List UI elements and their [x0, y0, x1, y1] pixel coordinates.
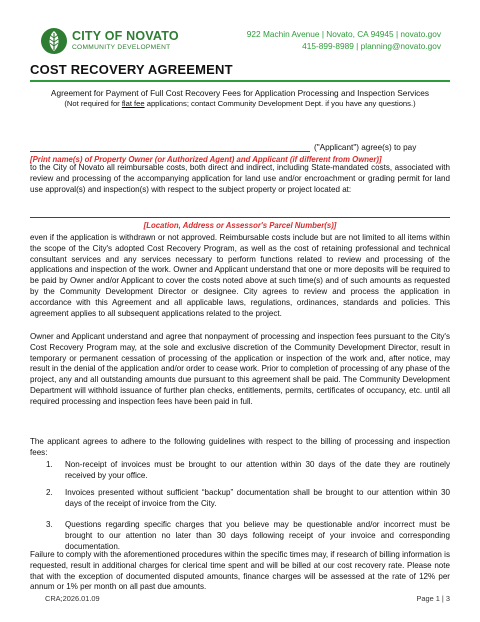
- intro-paragraph: to the City of Novato all reimbursable costs, both direct and indirect, including State-mandated costs, associated with review and processing of the accompanying application for land use and/or encroachment or grading permit for land use approval(s) and inspection(s) with respect to the subject property or project located at:: [30, 163, 450, 194]
- list-item-number: 2.: [46, 488, 53, 497]
- city-logo: [40, 27, 179, 55]
- list-item: [46, 488, 450, 510]
- list-item-number: 1.: [46, 460, 53, 469]
- note-flat-fee: flat fee: [121, 99, 145, 108]
- logo-subtitle: COMMUNITY DEVELOPMENT: [72, 43, 171, 51]
- owner-name-label: [Print name(s) of Property Owner (or Authorized Agent) and Applicant (if different from Owner)]: [30, 155, 382, 164]
- note-prefix: (Not required for: [64, 99, 122, 108]
- billing-guidelines-intro: The applicant agrees to adhere to the following guidelines with respect to the billing of processing and inspection fees:: [30, 437, 450, 457]
- list-item: [46, 460, 450, 482]
- page-number: Page 1 | 3: [416, 594, 450, 603]
- logo-title: CITY OF NOVATO: [72, 29, 179, 44]
- phone-email-line: 415-899-8989 | planning@novato.gov: [302, 40, 441, 51]
- owner-name-line[interactable]: [30, 151, 310, 152]
- list-item-text: Questions regarding specific charges that you believe may be questionable and/or incorrect must be brought to our attention no later than 30 days following receipt of your invoice and corresponding documentation.: [65, 520, 450, 551]
- note-suffix: applications; contact Community Development Dept. if you have any questions.): [144, 99, 416, 108]
- contact-block: [247, 29, 441, 52]
- applicant-agrees-text: ("Applicant") agree(s) to pay: [314, 143, 417, 152]
- form-code: CRA;2026.01.09: [45, 594, 100, 603]
- page-title: COST RECOVERY AGREEMENT: [30, 62, 233, 77]
- list-item-number: 3.: [46, 520, 53, 529]
- location-label: [Location, Address or Assessor's Parcel Number(s)]: [143, 221, 337, 230]
- list-item-text: Non-receipt of invoices must be brought to our attention within 30 days of the date they are routinely received by your office.: [65, 460, 450, 480]
- address-line: 922 Machin Avenue | Novato, CA 94945 | novato.gov: [246, 29, 441, 39]
- agreement-subtitle: Agreement for Payment of Full Cost Recovery Fees for Application Processing and Inspection Services: [50, 88, 430, 98]
- failure-to-comply-paragraph: Failure to comply with the aforementioned procedures within the specific times may, if research of billing information is requested, result in additional charges for clerical time spent and will be billed at our cost recovery rate. Please note that with the exception of documented disputed amounts, finance charges will be assessed at the rate of 12% per annum or 1% per month on all past due amounts.: [30, 550, 450, 592]
- nonpayment-paragraph: Owner and Applicant understand and agree that nonpayment of processing and inspection fees pursuant to the City's Cost Recovery Program may, at the sole and exclusive discretion of the Community Development Director, result in temporary or permanent cessation of processing of the application or inspection of the work and, after notice, may result in the denial of the application and/or order to cease work. Prior to completion of processing of any phase of the project, any and all outstanding amounts due pursuant to this agreement shall be paid. The Community Development Department will withhold issuance of further plan checks, entitlements, permits, certificates of occupancy, etc. until all required processing and inspection fees have been paid in full.: [30, 332, 450, 406]
- reimbursable-costs-paragraph: even if the application is withdrawn or not approved. Reimbursable costs include but are not limited to all items within the scope of the City's adopted Cost Recovery Program, as well as the cost of retaining professional and technical consultant services and any services necessary to perform functions related to review and processing of the applications and inspection of the work. Owner and Applicant understand that one or more deposits will be required to be paid by Owner and/or Applicant to cover the costs noted above at such time(s) and of such amounts as requested by the Community Development Director or designee. City agrees to review and process the application in accordance with this Agreement and all applicable laws, regulations, ordinances, standards and policies. This agreement applies to all subsequent applications related to the project.: [30, 233, 450, 318]
- title-divider: [30, 80, 450, 82]
- location-line[interactable]: [30, 217, 450, 218]
- list-item: [46, 520, 450, 552]
- list-item-text: Invoices presented without sufficient “backup” documentation shall be brought to our attention within 30 days of the receipt of invoice from the City.: [65, 488, 450, 508]
- agreement-note: [30, 99, 450, 109]
- city-of-novato-leaf-logo-icon: [40, 27, 68, 55]
